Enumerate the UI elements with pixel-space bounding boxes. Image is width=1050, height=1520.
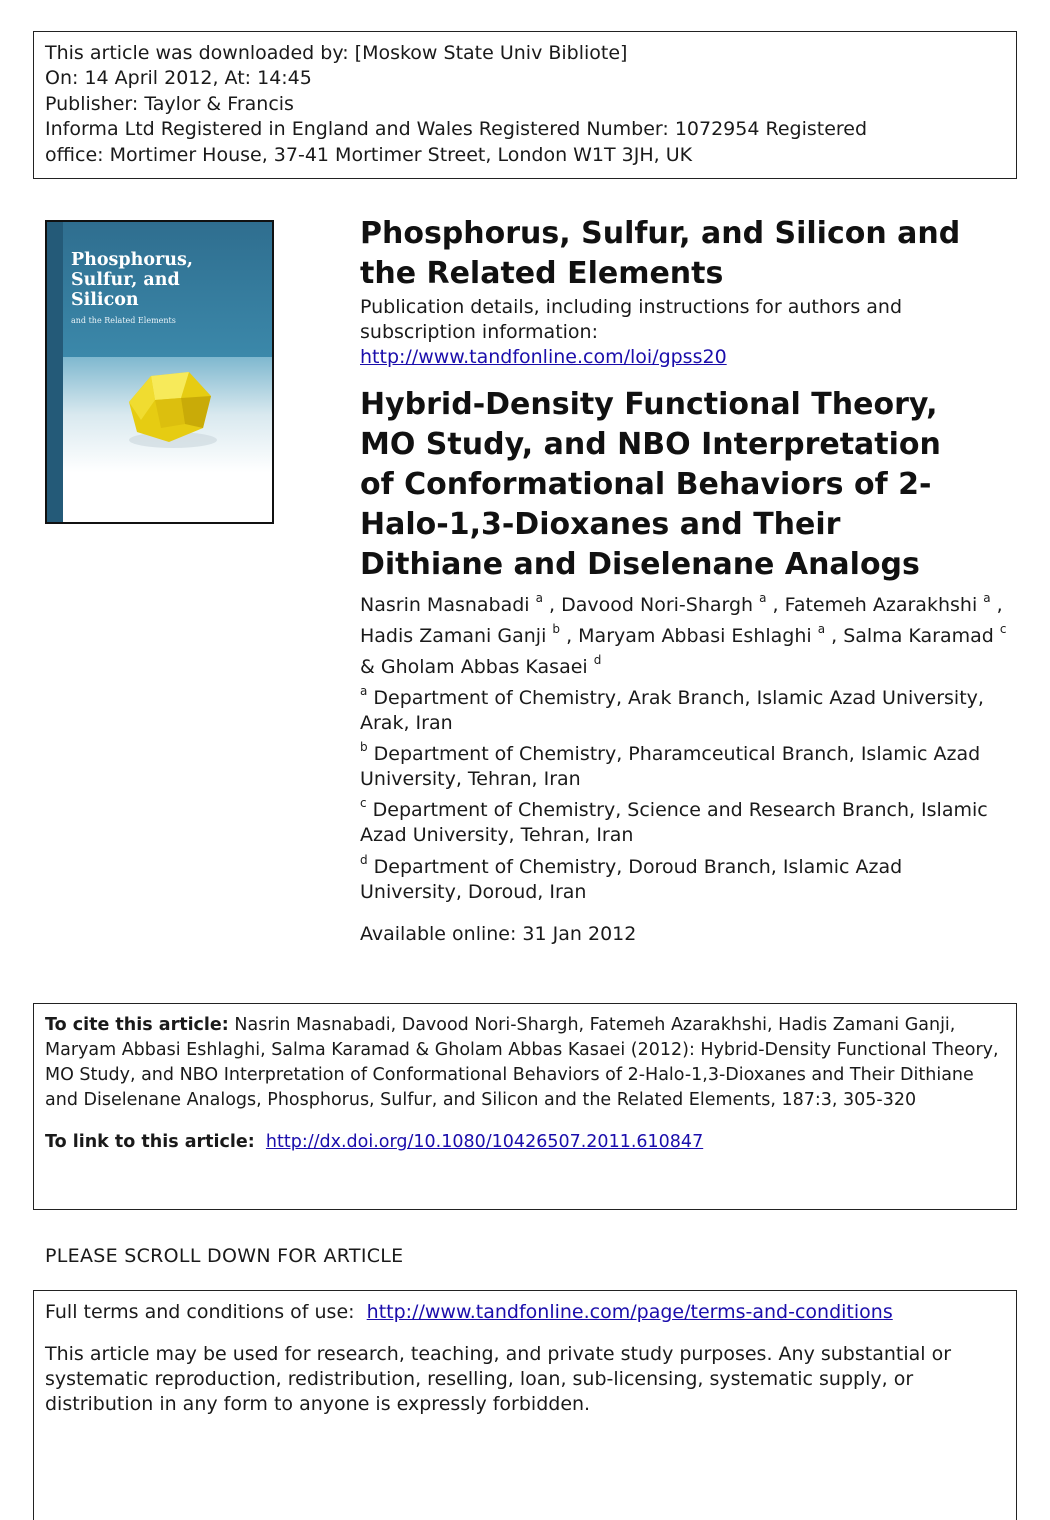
- download-notice-box: [33, 31, 1017, 179]
- author-affiliation-mark: d: [593, 653, 602, 667]
- author-list: [360, 590, 1010, 683]
- author-name: & Gholam Abbas Kasaei: [360, 656, 588, 678]
- cover-title-line-1: Phosphorus,: [71, 250, 193, 270]
- sulfur-crystal-image: [111, 362, 221, 452]
- cover-spine: [47, 222, 63, 522]
- author-separator: ,: [560, 625, 579, 647]
- journal-url-line: [360, 345, 727, 370]
- citation-text: Nasrin Masnabadi, Davood Nori-Shargh, Fatemeh Azarakhshi, Hadis Zamani Ganji, Maryam Abbasi Eshlaghi, Salma Karamad & Gholam Abbas Kasaei (2012): Hybrid-Density Functional Theory, MO Study, and NBO Interpretation of Conformational Behaviors of 2-Halo-1,3-Dioxanes and Their Dithiane and Diselenane Analogs, Phosphorus, Sulfur, and Silicon and the Related Elements, 187:3, 305-320: [45, 1015, 999, 1110]
- affiliation-text: Department of Chemistry, Arak Branch, Islamic Azad University, Arak, Iran: [360, 687, 984, 734]
- available-online-date: Available online: 31 Jan 2012: [360, 923, 637, 945]
- author-separator: ,: [825, 625, 844, 647]
- terms-line: [45, 1300, 1005, 1325]
- author-affiliation-mark: a: [535, 591, 543, 605]
- journal-url-link[interactable]: http://www.tandfonline.com/loi/gpss20: [360, 346, 727, 368]
- cover-title-line-3: Silicon: [71, 290, 139, 310]
- article-title: Hybrid-Density Functional Theory, MO Study, and NBO Interpretation of Conformational Behaviors of 2-Halo-1,3-Dioxanes and Their Dithiane and Diselenane Analogs: [360, 387, 941, 582]
- cover-title-line-2: Sulfur, and: [71, 270, 180, 290]
- author-name: Salma Karamad: [843, 625, 994, 647]
- author-affiliation-mark: a: [817, 622, 826, 636]
- download-line-5: office: Mortimer House, 37-41 Mortimer Street, London W1T 3JH, UK: [45, 143, 693, 166]
- affiliation-text: Department of Chemistry, Pharamceutical Branch, Islamic Azad University, Tehran, Iran: [360, 743, 981, 790]
- affiliation-mark: b: [360, 740, 368, 754]
- article-link-label: To link to this article:: [45, 1132, 255, 1152]
- affiliation-mark: c: [360, 796, 367, 810]
- author-name: Nasrin Masnabadi: [360, 594, 530, 616]
- download-line-2: On: 14 April 2012, At: 14:45: [45, 67, 312, 90]
- cover-title: [71, 250, 193, 310]
- author-affiliation-mark: a: [983, 591, 991, 605]
- author-affiliation-mark: c: [999, 622, 1007, 636]
- author-separator: ,: [543, 594, 562, 616]
- terms-box: [33, 1290, 1017, 1520]
- download-line-3: Publisher: Taylor & Francis: [45, 92, 294, 115]
- journal-cover-image: [45, 220, 274, 524]
- terms-paragraph: This article may be used for research, teaching, and private study purposes. Any substantial or systematic reproduction, redistribution, reselling, loan, sub-licensing, systematic supply, or distribution in any form to anyone is expressly forbidden.: [45, 1343, 952, 1415]
- author-affiliation-mark: b: [552, 622, 561, 636]
- author-separator: ,: [766, 594, 785, 616]
- affiliation-mark: d: [360, 853, 368, 867]
- affiliation-text: Department of Chemistry, Science and Research Branch, Islamic Azad University, Tehran, Iran: [360, 799, 988, 846]
- affiliation-a: [360, 686, 1010, 736]
- affiliation-d: [360, 855, 1010, 905]
- author-name: Fatemeh Azarakhshi: [784, 594, 978, 616]
- article-doi-link[interactable]: http://dx.doi.org/10.1080/10426507.2011.610847: [265, 1132, 704, 1152]
- author-name: Davood Nori-Shargh: [561, 594, 754, 616]
- affiliation-mark: a: [360, 684, 368, 698]
- citation-paragraph: [45, 1013, 1005, 1113]
- author-name: Maryam Abbasi Eshlaghi: [578, 625, 812, 647]
- citation-box: [33, 1003, 1017, 1210]
- terms-label: Full terms and conditions of use:: [45, 1301, 355, 1323]
- affiliation-b: [360, 742, 1010, 792]
- scroll-down-note: PLEASE SCROLL DOWN FOR ARTICLE: [45, 1245, 404, 1267]
- author-separator: ,: [990, 594, 1003, 616]
- citation-label: To cite this article:: [45, 1015, 229, 1035]
- download-line-1: This article was downloaded by: [Moskow State Univ Bibliote]: [45, 42, 628, 64]
- terms-link[interactable]: http://www.tandfonline.com/page/terms-and-conditions: [366, 1301, 893, 1323]
- article-link-line: [45, 1130, 1005, 1155]
- journal-title: Phosphorus, Sulfur, and Silicon and the Related Elements: [360, 216, 961, 291]
- download-line-4: Informa Ltd Registered in England and Wales Registered Number: 1072954 Registered: [45, 118, 868, 141]
- publication-details: Publication details, including instructions for authors and subscription information:: [360, 296, 903, 343]
- author-affiliation-mark: a: [759, 591, 767, 605]
- affiliation-text: Department of Chemistry, Doroud Branch, Islamic Azad University, Doroud, Iran: [360, 856, 903, 903]
- author-name: Hadis Zamani Ganji: [360, 625, 547, 647]
- cover-subtitle: and the Related Elements: [71, 316, 176, 325]
- affiliation-c: [360, 798, 1010, 848]
